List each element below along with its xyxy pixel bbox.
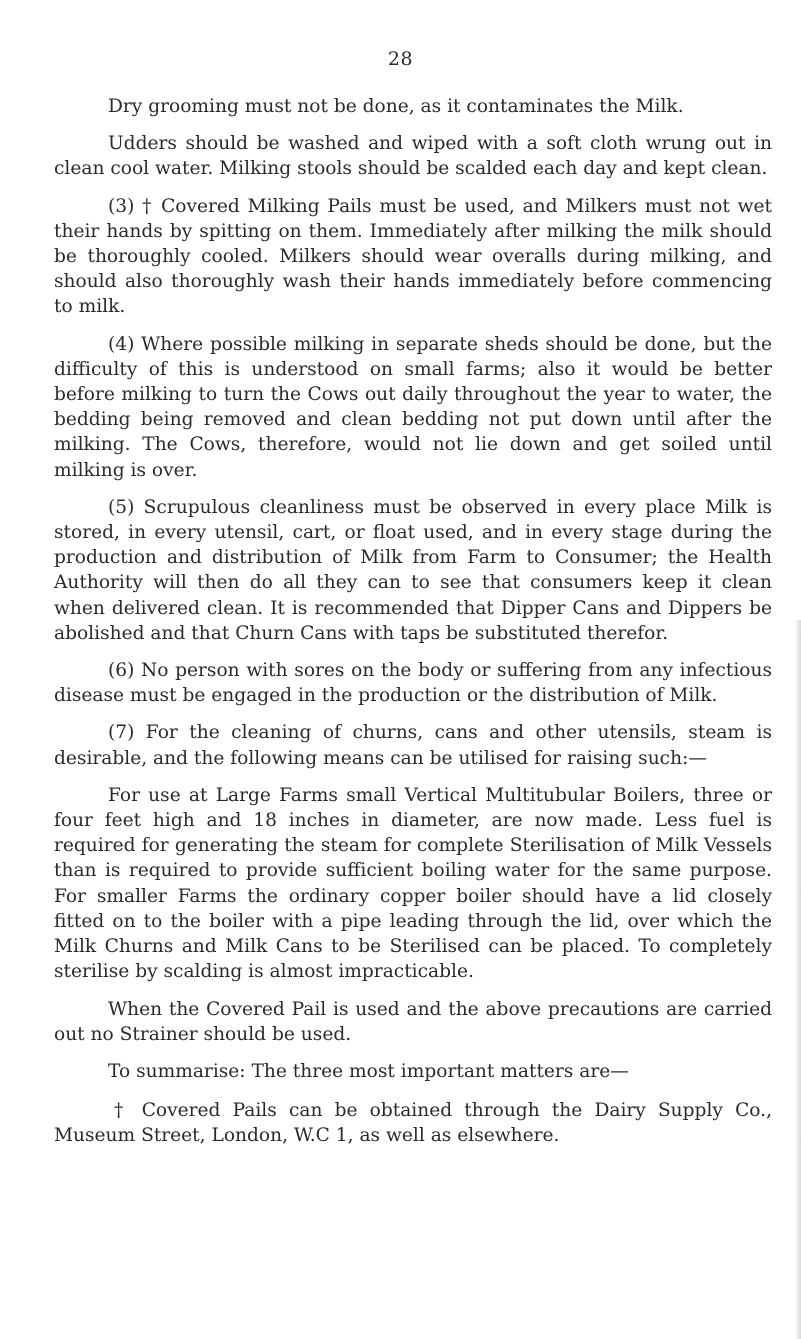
page-number: 28: [387, 48, 414, 70]
paragraph-6-no-person: (6) No person with sores on the body or suffering from any infectious disease must be engaged in the production or the distribution of Milk.: [54, 660, 772, 707]
paragraph-udders: Udders should be washed and wiped with a soft cloth wrung out in clean cool water. Milking stools should be scalded each day and kept clean.: [54, 133, 772, 180]
paragraph-7-cleaning: (7) For the cleaning of churns, cans and other utensils, steam is desirable, and the following means can be utilised for raising such:—: [54, 722, 772, 769]
paragraph-3-covered-pails: (3) † Covered Milking Pails must be used, and Milkers must not wet their hands by spitting on them. Immediately after milking the milk should be thoroughly cooled. Milkers should wear overalls during milking, and should also thoroughly wash their hands immediately before commencing to milk.: [54, 195, 772, 318]
page-edge-shadow: [795, 620, 801, 1339]
paragraph-dry-grooming: Dry grooming must not be done, as it contaminates the Milk.: [108, 96, 684, 117]
footnote-covered-pails: † Covered Pails can be obtained through the Dairy Supply Co., Museum Street, London, W.C 1, as well as elsewhere.: [54, 1100, 772, 1147]
paragraph-5-cleanliness: (5) Scrupulous cleanliness must be observed in every place Milk is stored, in every utensil, cart, or float used, and in every stage during the production and distribution of Milk from Farm to Consumer; the Health Authority will then do all they can to see that consumers keep it clean when delivered clean. It is recommended that Dipper Cans and Dippers be abolished and that Churn Cans with taps be substituted therefor.: [54, 496, 772, 644]
paragraph-summarise: To summarise: The three most important matters are—: [108, 1060, 629, 1082]
paragraph-4-separate-sheds: (4) Where possible milking in separate sheds should be done, but the difficulty of this is understood on small farms; also it would be better before milking to turn the Cows out daily throughout the year to water, the bedding being removed and clean bedding not put down until after the milking. The Cows, therefore, would not lie down and get soiled until milking is over.: [54, 333, 772, 481]
paragraph-covered-pail-strainer: When the Covered Pail is used and the above precautions are carried out no Strainer should be used.: [54, 998, 772, 1045]
page-body: [54, 94, 772, 1149]
paragraph-boilers: For use at Large Farms small Vertical Multitubular Boilers, three or four feet high and 18 inches in diameter, are now made. Less fuel is required for generating the steam for complete Sterilisation of Milk Vessels than is required to provide sufficient boiling water for the same purpose. For smaller Farms the ordinary copper boiler should have a lid closely fitted on to the boiler with a pipe leading through the lid, over which the Milk Churns and Milk Cans to be Sterilised can be placed. To completely sterilise by scalding is almost impracticable.: [54, 784, 772, 983]
